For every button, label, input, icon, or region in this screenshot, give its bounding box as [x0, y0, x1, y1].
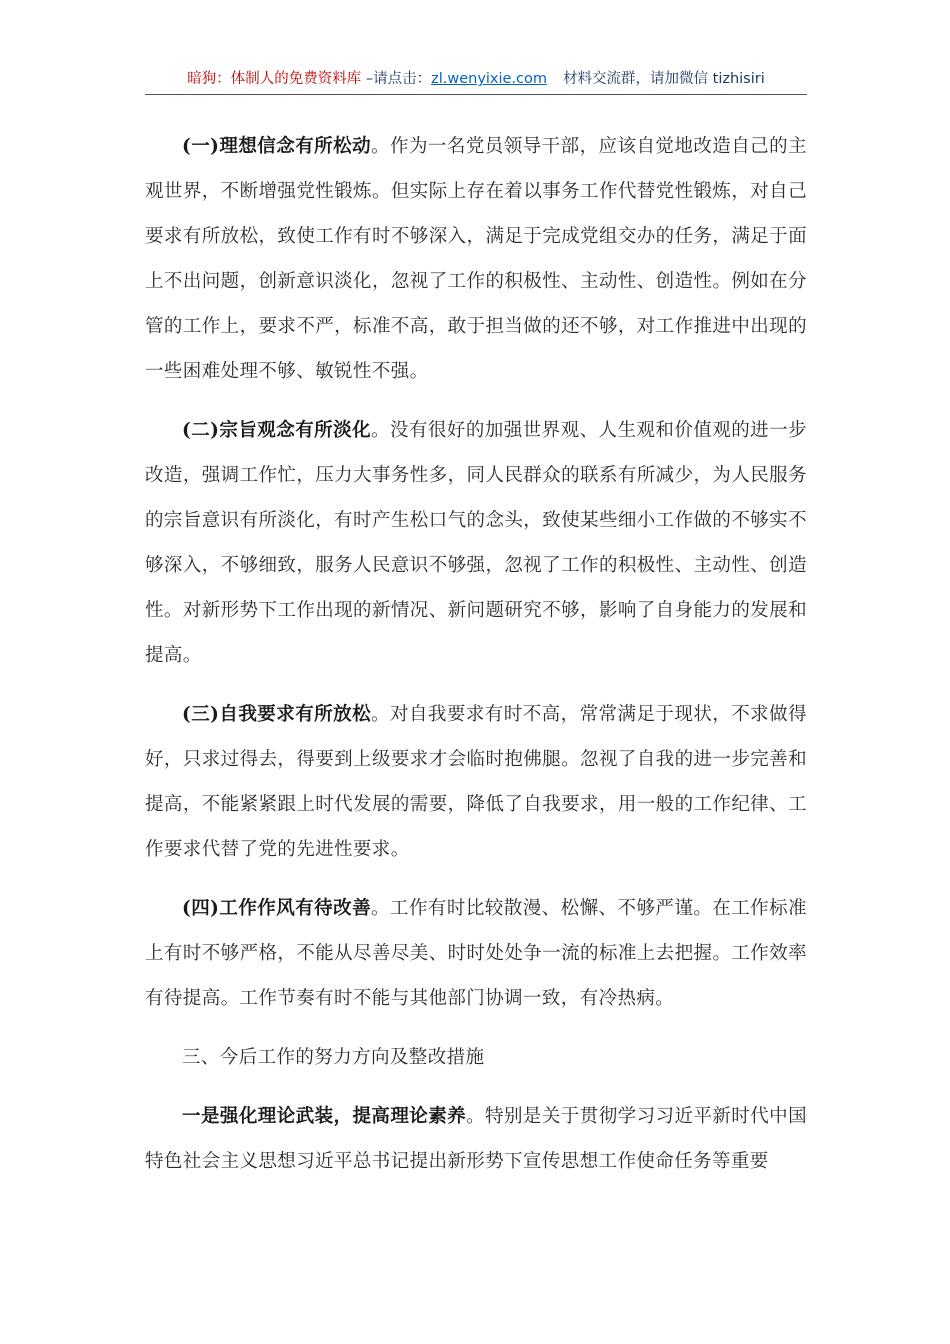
section-paragraph-3 — [145, 692, 807, 872]
page-header — [145, 68, 807, 95]
section-title: (四)工作作风有待改善 — [182, 898, 372, 919]
section-body: 。没有很好的加强世界观、人生观和价值观的进一步改造，强调工作忙，压力大事务性多，同人民群众的联系有所减少，为人民服务的宗旨意识有所淡化，有时产生松口气的念头，致使某些细小工作做的不够实不够深入，不够细致，服务人民意识不够强，忽视了工作的积极性、主动性、创造性。对新形势下工作出现的新情况、新问题研究不够，影响了自身能力的发展和提高。 — [145, 420, 807, 666]
section-body: 。对自我要求有时不高，常常满足于现状，不求做得好，只求过得去，得要到上级要求才会临时抱佛腿。忽视了自我的进一步完善和提高，不能紧紧跟上时代发展的需要，降低了自我要求，用一般的工作纪律、工作要求代替了党的先进性要求。 — [145, 704, 807, 860]
section-body: 。作为一名党员领导干部，应该自觉地改造自己的主观世界，不断增强党性锻炼。但实际上存在着以事务工作代替党性锻炼，对自己要求有所放松，致使工作有时不够深入，满足于完成党组交办的任务，满足于面上不出问题，创新意识淡化，忽视了工作的积极性、主动性、创造性。例如在分管的工作上，要求不严，标准不高，敢于担当做的还不够，对工作推进中出现的一些困难处理不够、敏锐性不强。 — [145, 136, 807, 382]
section-title: (二)宗旨观念有所淡化 — [182, 420, 372, 441]
section-paragraph-2 — [145, 408, 807, 678]
measure-body: 。特别是关于贯彻学习习近平新时代中国特色社会主义思想习近平总书记提出新形势下宣传思想工作使命任务等重要 — [145, 1106, 807, 1172]
measure-title: 一是强化理论武装，提高理论素养 — [182, 1106, 467, 1127]
measure-paragraph-1 — [145, 1094, 807, 1184]
section-body: 。工作有时比较散漫、松懈、不够严谨。在工作标准上有时不够严格，不能从尽善尽美、时时处处争一流的标准上去把握。工作效率有待提高。工作节奏有时不能与其他部门协调一致，有冷热病。 — [145, 898, 807, 1009]
part-three-heading: 三、今后工作的努力方向及整改措施 — [182, 1047, 485, 1068]
header-separator: –请点击： — [361, 71, 432, 87]
header-brand: 暗狗：体制人的免费资料库 — [187, 71, 362, 87]
header-link[interactable]: zl.wenyixie.com — [431, 71, 548, 87]
document-body — [145, 124, 807, 1198]
section-paragraph-4 — [145, 886, 807, 1021]
section-title: (三)自我要求有所放松 — [182, 704, 372, 725]
section-title: (一)理想信念有所松动 — [182, 136, 372, 157]
section-paragraph-1 — [145, 124, 807, 394]
header-wechat-note: 材料交流群，请加微信 tizhisiri — [563, 71, 765, 87]
